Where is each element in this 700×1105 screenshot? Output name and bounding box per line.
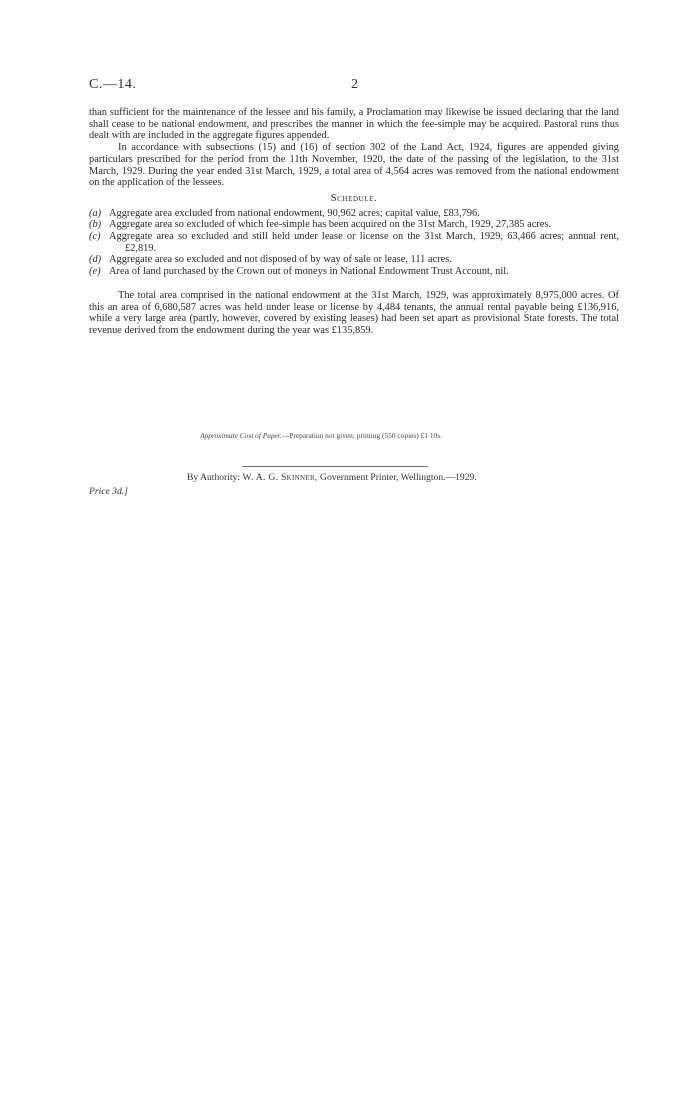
- paragraph-land-act: In accordance with subsections (15) and (16) of section 302 of the Land Act, 1924, figures are appended giving particulars prescribed for the period from the 11th November, 1920, the date of the passing of the legislation, to the 31st March, 1929. During the year ended 31st March, 1929, a total area of 4,564 acres was removed from the national endowment on the application of the lessees.: [89, 142, 619, 189]
- schedule-item-letter: (d): [89, 254, 102, 266]
- price-label: Price 3d.]: [89, 486, 128, 497]
- divider-rule: [242, 466, 428, 467]
- document-number: C.—14.: [89, 77, 137, 92]
- authority-line: [187, 472, 567, 483]
- printer-name: W. A. G. Skinner,: [242, 472, 318, 483]
- spacer: [89, 278, 619, 290]
- schedule-item-c: [89, 231, 619, 254]
- schedule-item-letter: (c): [89, 231, 101, 243]
- schedule-heading: Schedule.: [330, 192, 378, 204]
- cost-text: —Preparation not given; printing (550 copies) £1 10s.: [281, 431, 442, 440]
- schedule-item-text: Area of land purchased by the Crown out of moneys in National Endowment Trust Account, nil.: [109, 266, 509, 278]
- schedule-item-letter: (a): [89, 207, 102, 219]
- schedule-item-d: [89, 254, 619, 266]
- schedule-item-text: Aggregate area so excluded of which fee-simple has been acquired on the 31st March, 1929, 27,385 acres.: [109, 219, 552, 231]
- paragraph-total-area: The total area comprised in the national endowment at the 31st March, 1929, was approximately 8,975,000 acres. Of this an area of 6,680,587 acres was held under lease or license by 4,484 tenants, the annual rental payable being £136,916, while a very large area (partly, however, covered by existing leases) had been set apart as provisional State forests. The total revenue derived from the endowment during the year was £135,859.: [89, 289, 619, 336]
- authority-prefix: By Authority:: [187, 472, 241, 483]
- schedule-item-e: [89, 266, 619, 278]
- schedule-item-text: Aggregate area excluded from national endowment, 90,962 acres; capital value, £83,796.: [109, 207, 480, 219]
- authority-suffix: Government Printer, Wellington.—1929.: [320, 472, 477, 483]
- schedule-item-letter: (b): [89, 219, 102, 231]
- schedule-item-text: Aggregate area so excluded and not disposed of by way of sale or lease, 111 acres.: [109, 254, 452, 266]
- cost-of-paper-note: [200, 431, 540, 440]
- schedule-item-text: Aggregate area so excluded and still held under lease or license on the 31st March, 1929, 63,466 acres; annual rent, £2,819.: [109, 231, 619, 254]
- page-number: 2: [351, 77, 359, 92]
- schedule-item-letter: (e): [89, 266, 101, 278]
- schedule-item-a: [89, 208, 619, 220]
- page-header: [89, 77, 619, 97]
- schedule-item-b: [89, 219, 619, 231]
- paragraph-continuation: than sufficient for the maintenance of the lessee and his family, a Proclamation may likewise be issued declaring that the land shall cease to be national endowment, and prescribes the manner in which the fee-simple may be acquired. Pastoral runs thus dealt with are included in the aggregate figures appended.: [89, 107, 619, 142]
- cost-label: Approximate Cost of Paper.: [200, 431, 282, 440]
- body-text: [89, 107, 619, 337]
